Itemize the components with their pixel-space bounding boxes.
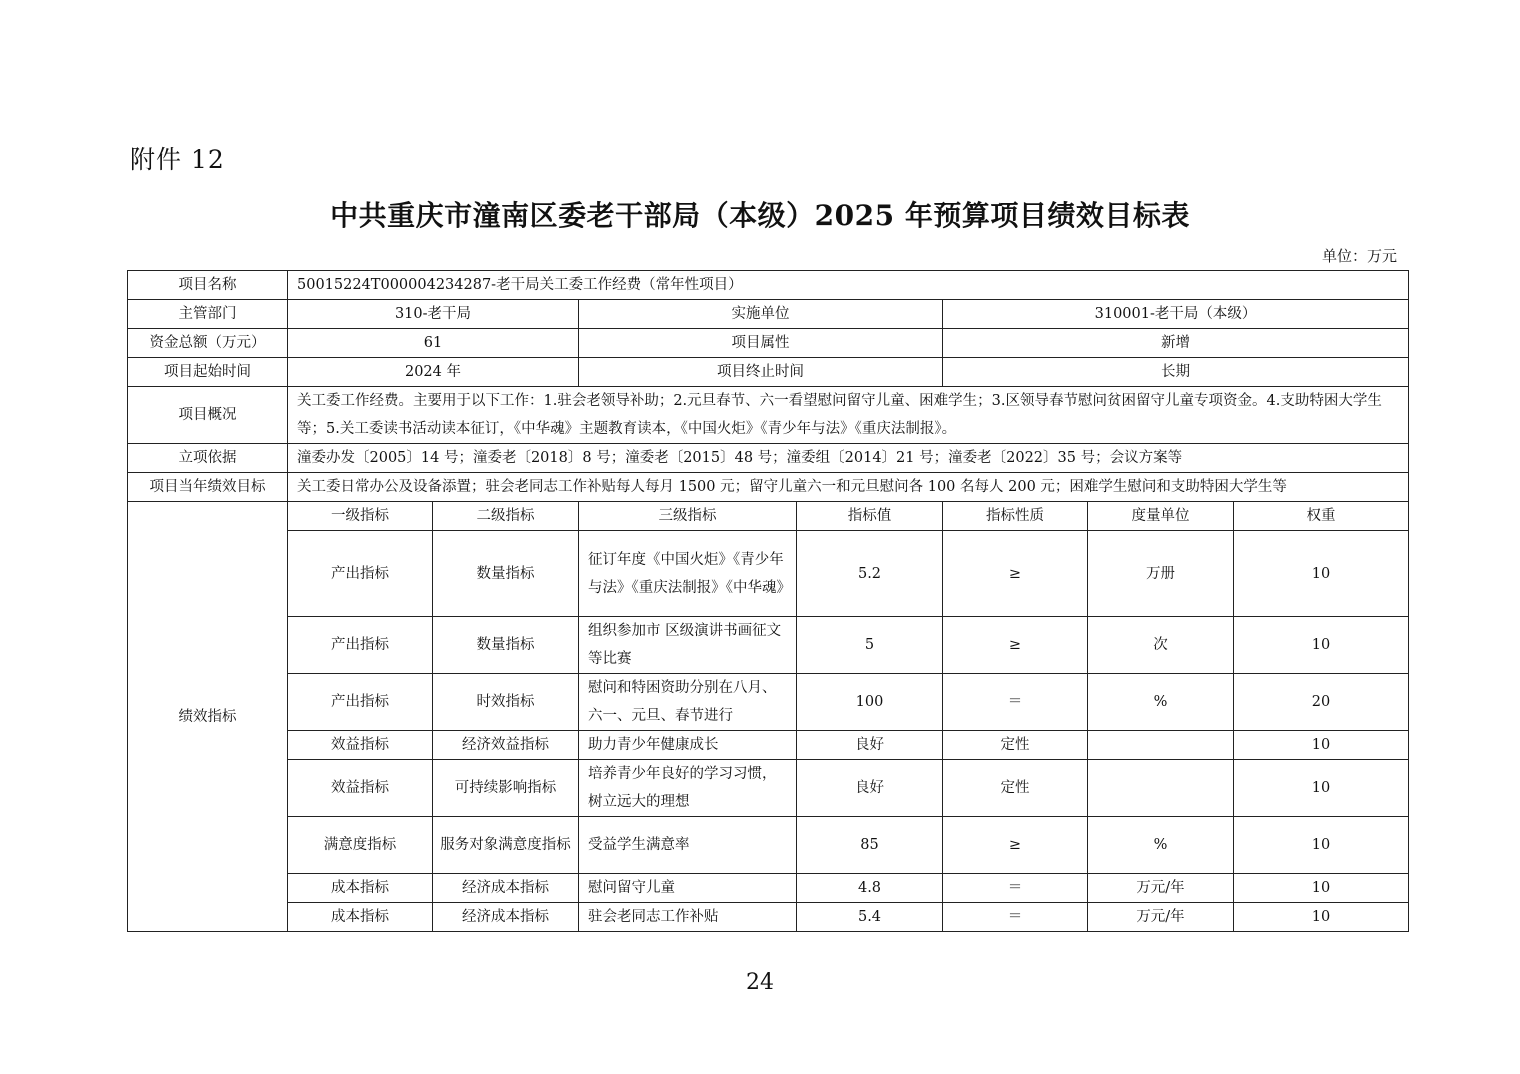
overview-value: 关工委工作经费。主要用于以下工作：1.驻会老领导补助；2.元旦春节、六一看望慰问留守儿童、困难学生；3.区领导春节慰问贫困留守儿童专项资金。4.支助特困大学生等；5.关工委读书活动读本征订，《中华魂》主题教育读本，《中国火炬》《青少年与法》《重庆法制报》。 xyxy=(288,387,1409,444)
row-weight: 10 xyxy=(1234,531,1409,617)
total-funds-label: 资金总额（万元） xyxy=(128,329,288,358)
impl-unit-value: 310001-老干局（本级） xyxy=(943,300,1409,329)
row-weight: 10 xyxy=(1234,731,1409,760)
start-time-label: 项目起始时间 xyxy=(128,358,288,387)
row-nature: ＝ xyxy=(943,674,1088,731)
row-level2: 经济效益指标 xyxy=(433,731,579,760)
row-nature: ≥ xyxy=(943,817,1088,874)
document-title: 中共重庆市潼南区委老干部局（本级）2025 年预算项目绩效目标表 xyxy=(330,199,1190,232)
row-level3: 受益学生满意率 xyxy=(579,817,797,874)
project-name-label: 项目名称 xyxy=(128,271,288,300)
header-weight: 权重 xyxy=(1234,502,1409,531)
row-value: 良好 xyxy=(797,731,943,760)
unit-label: 单位：万元 xyxy=(1321,247,1397,265)
row-unit: % xyxy=(1088,817,1234,874)
annual-goal-value: 关工委日常办公及设备添置；驻会老同志工作补贴每人每月 1500 元；留守儿童六一和元旦慰问各 100 名每人 200 元；困难学生慰问和支助特困大学生等 xyxy=(288,473,1409,502)
annual-goal-label: 项目当年绩效目标 xyxy=(128,473,288,502)
row-weight: 10 xyxy=(1234,760,1409,817)
row-unit: 万元/年 xyxy=(1088,874,1234,903)
row-level2: 经济成本指标 xyxy=(433,874,579,903)
row-value: 5.2 xyxy=(797,531,943,617)
page-number: 24 xyxy=(746,970,774,995)
row-level3: 驻会老同志工作补贴 xyxy=(579,903,797,932)
row-unit xyxy=(1088,731,1234,760)
dept-value: 310-老干局 xyxy=(288,300,579,329)
row-level1: 成本指标 xyxy=(288,903,433,932)
row-level1: 满意度指标 xyxy=(288,817,433,874)
row-nature: ≥ xyxy=(943,531,1088,617)
row-level2: 经济成本指标 xyxy=(433,903,579,932)
overview-label: 项目概况 xyxy=(128,387,288,444)
header-unit: 度量单位 xyxy=(1088,502,1234,531)
row-weight: 10 xyxy=(1234,874,1409,903)
row-level3: 培养青少年良好的学习习惯，树立远大的理想 xyxy=(579,760,797,817)
start-time-value: 2024 年 xyxy=(288,358,579,387)
row-value: 良好 xyxy=(797,760,943,817)
row-weight: 10 xyxy=(1234,617,1409,674)
row-level3: 助力青少年健康成长 xyxy=(579,731,797,760)
row-value: 4.8 xyxy=(797,874,943,903)
row-level2: 数量指标 xyxy=(433,531,579,617)
row-level2: 服务对象满意度指标 xyxy=(433,817,579,874)
row-unit: 万册 xyxy=(1088,531,1234,617)
project-name-value: 50015224T000004234287-老干局关工委工作经费（常年性项目） xyxy=(288,271,1409,300)
attachment-label: 附件 12 xyxy=(130,145,225,174)
indicators-section-label: 绩效指标 xyxy=(128,502,288,932)
dept-label: 主管部门 xyxy=(128,300,288,329)
attribute-value: 新增 xyxy=(943,329,1409,358)
row-level1: 效益指标 xyxy=(288,760,433,817)
attribute-label: 项目属性 xyxy=(579,329,943,358)
row-level2: 时效指标 xyxy=(433,674,579,731)
total-funds-value: 61 xyxy=(288,329,579,358)
row-value: 85 xyxy=(797,817,943,874)
row-level3: 慰问和特困资助分别在八月、六一、元旦、春节进行 xyxy=(579,674,797,731)
row-unit: 次 xyxy=(1088,617,1234,674)
row-nature: ＝ xyxy=(943,903,1088,932)
impl-unit-label: 实施单位 xyxy=(579,300,943,329)
performance-target-table xyxy=(127,270,1409,932)
basis-label: 立项依据 xyxy=(128,444,288,473)
header-level2: 二级指标 xyxy=(433,502,579,531)
row-level1: 产出指标 xyxy=(288,617,433,674)
row-level3: 慰问留守儿童 xyxy=(579,874,797,903)
row-level1: 效益指标 xyxy=(288,731,433,760)
row-value: 5 xyxy=(797,617,943,674)
row-value: 5.4 xyxy=(797,903,943,932)
row-level2: 可持续影响指标 xyxy=(433,760,579,817)
row-level1: 产出指标 xyxy=(288,531,433,617)
row-nature: 定性 xyxy=(943,731,1088,760)
row-level3: 组织参加市 区级演讲书画征文等比赛 xyxy=(579,617,797,674)
row-level1: 产出指标 xyxy=(288,674,433,731)
header-level1: 一级指标 xyxy=(288,502,433,531)
header-nature: 指标性质 xyxy=(943,502,1088,531)
row-unit xyxy=(1088,760,1234,817)
row-nature: ≥ xyxy=(943,617,1088,674)
row-unit: 万元/年 xyxy=(1088,903,1234,932)
row-nature: 定性 xyxy=(943,760,1088,817)
row-weight: 10 xyxy=(1234,817,1409,874)
header-level3: 三级指标 xyxy=(579,502,797,531)
row-level2: 数量指标 xyxy=(433,617,579,674)
end-time-label: 项目终止时间 xyxy=(579,358,943,387)
basis-value: 潼委办发〔2005〕14 号；潼委老〔2018〕8 号；潼委老〔2015〕48 号；潼委组〔2014〕21 号；潼委老〔2022〕35 号；会议方案等 xyxy=(288,444,1409,473)
row-unit: % xyxy=(1088,674,1234,731)
row-nature: ＝ xyxy=(943,874,1088,903)
header-value: 指标值 xyxy=(797,502,943,531)
row-weight: 10 xyxy=(1234,903,1409,932)
row-level3: 征订年度《中国火炬》《青少年与法》《重庆法制报》《中华魂》 xyxy=(579,531,797,617)
row-level1: 成本指标 xyxy=(288,874,433,903)
row-value: 100 xyxy=(797,674,943,731)
row-weight: 20 xyxy=(1234,674,1409,731)
end-time-value: 长期 xyxy=(943,358,1409,387)
